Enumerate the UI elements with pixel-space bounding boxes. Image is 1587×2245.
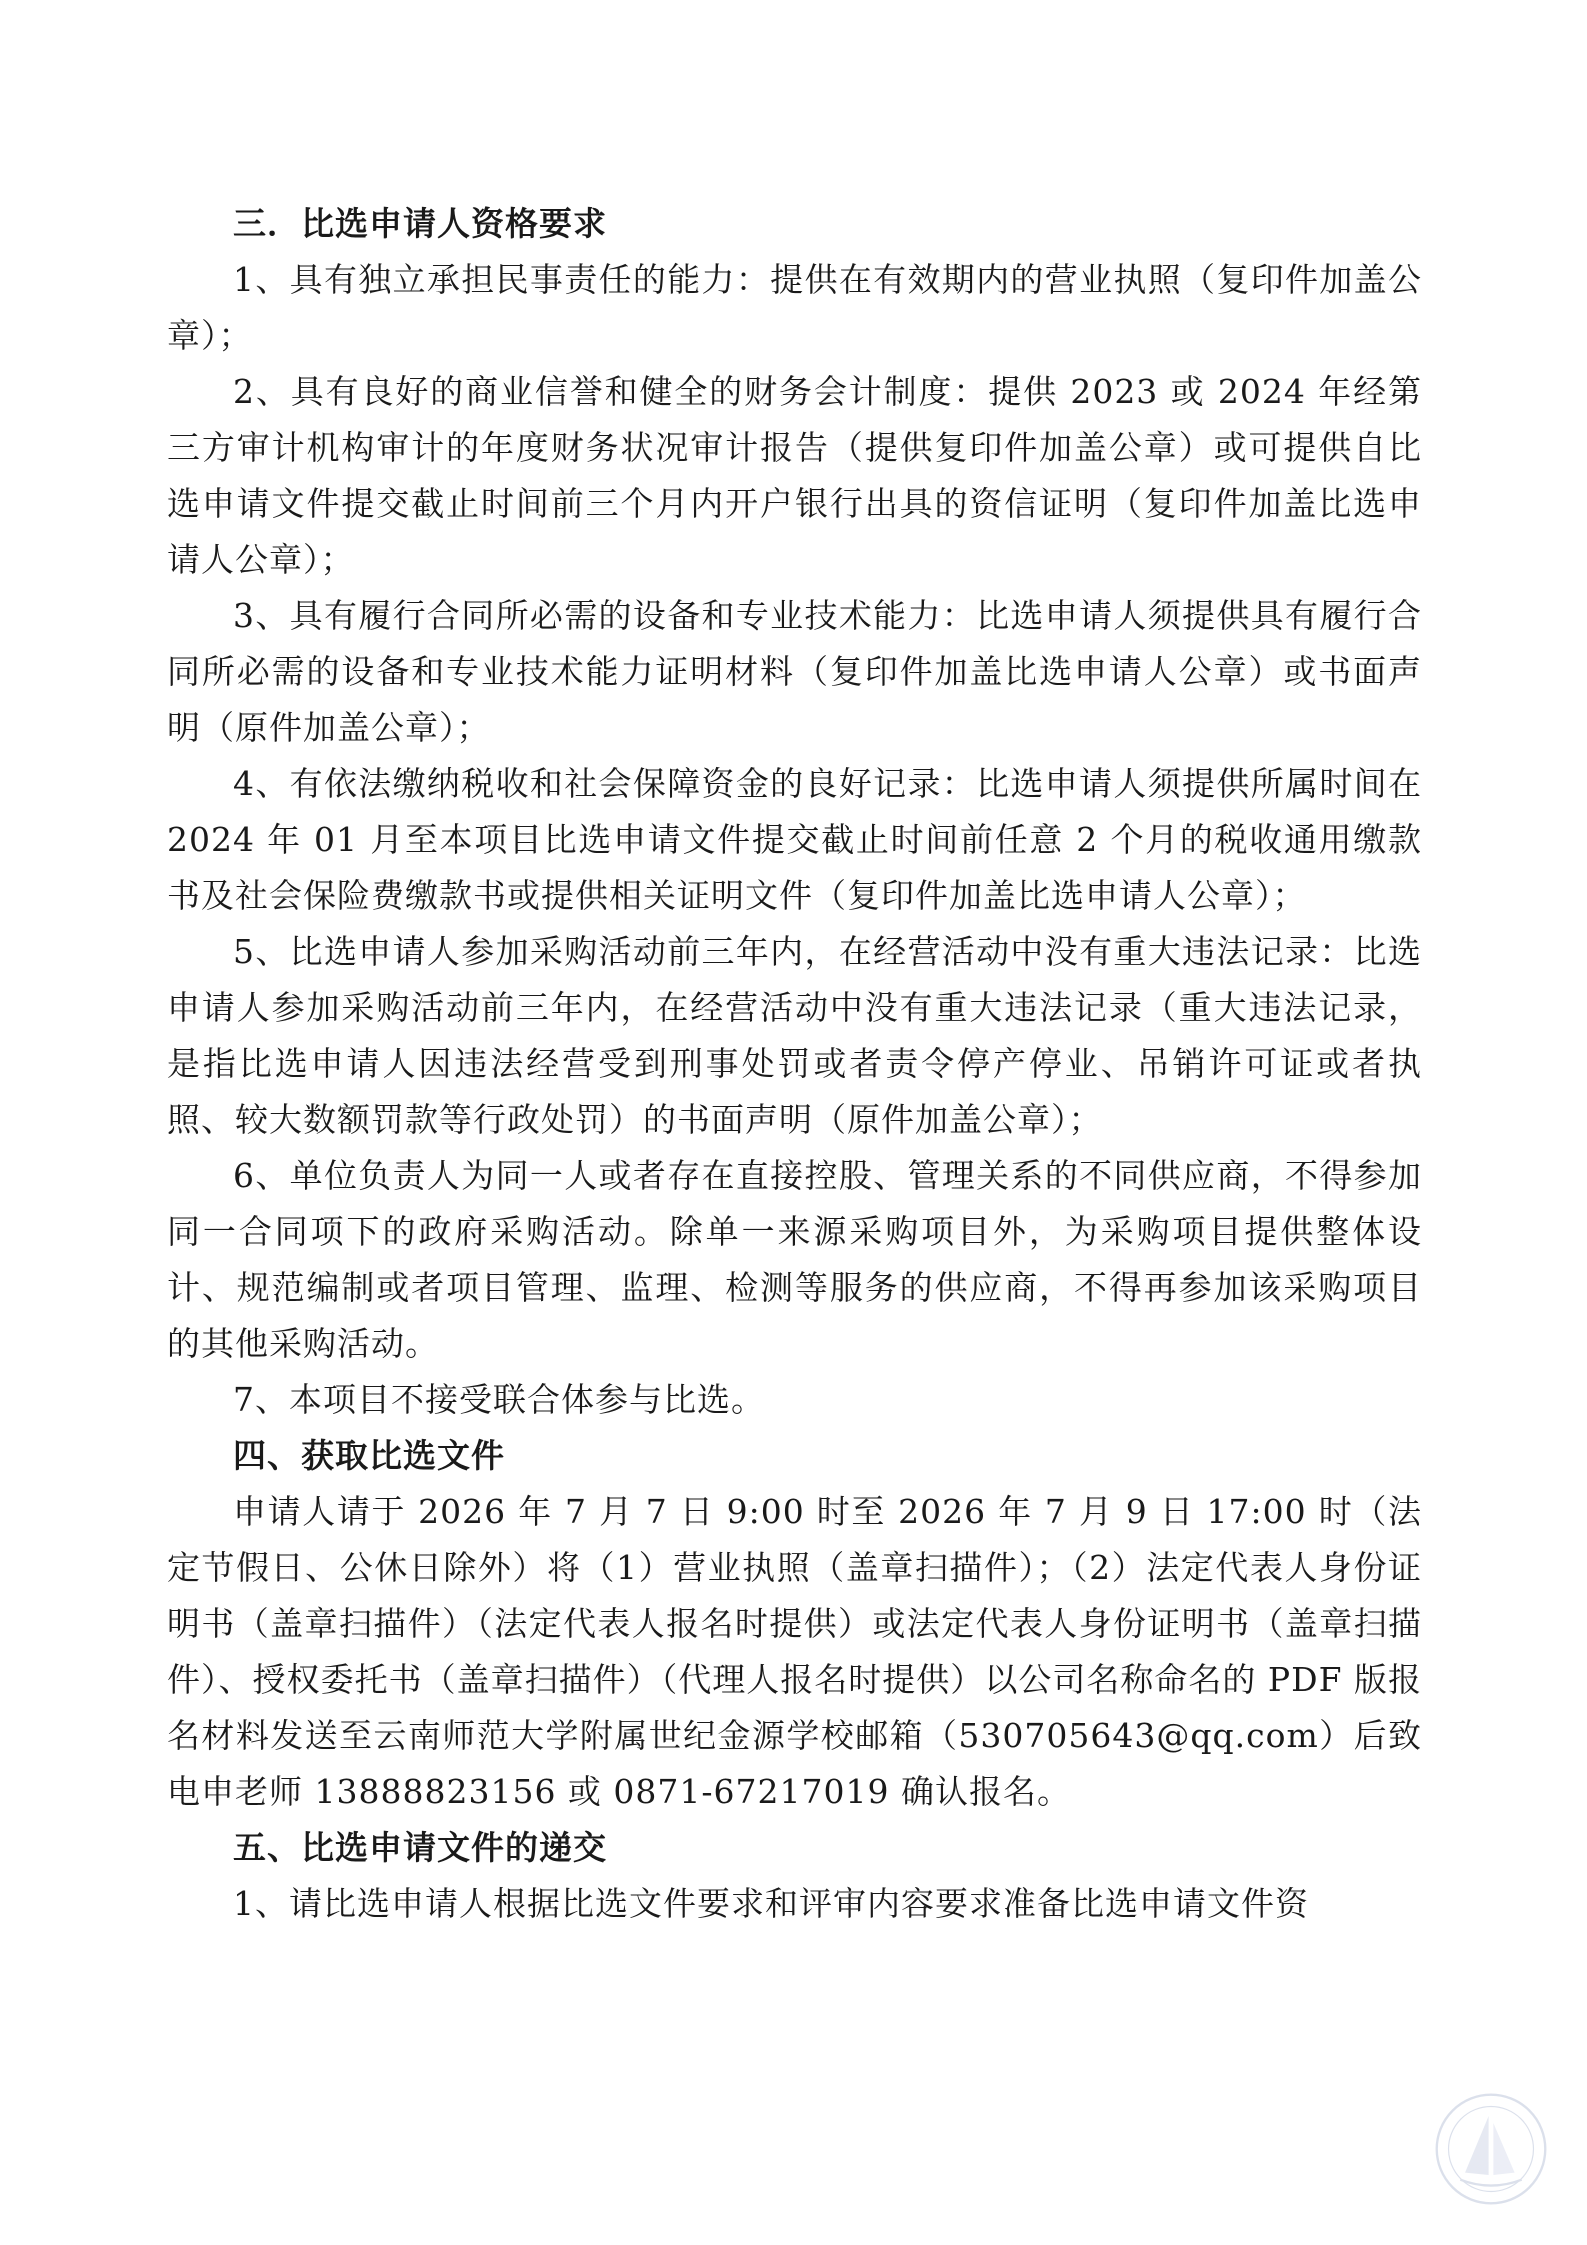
section-heading-obtain-documents: 四、获取比选文件 xyxy=(233,1436,505,1475)
submission-item-1: 1、请比选申请人根据比选文件要求和评审内容要求准备比选申请文件资 xyxy=(233,1884,1309,1923)
section-heading-qualifications: 三．比选申请人资格要求 xyxy=(233,204,607,243)
qualification-item-2: 2、具有良好的商业信誉和健全的财务会计制度：提供 2023 或 2024 年经第三方审计机构审计的年度财务状况审计报告（提供复印件加盖公章）或可提供自比选申请文件提交截止时间前三个月内开户银行出具的资信证明（复印件加盖比选申请人公章）； xyxy=(167,372,1422,579)
qualification-item-4: 4、有依法缴纳税收和社会保障资金的良好记录：比选申请人须提供所属时间在 2024 年 01 月至本项目比选申请文件提交截止时间前任意 2 个月的税收通用缴款书及社会保险费缴款书或提供相关证明文件（复印件加盖比选申请人公章）； xyxy=(167,764,1422,915)
qualification-item-6: 6、单位负责人为同一人或者存在直接控股、管理关系的不同供应商，不得参加同一合同项下的政府采购活动。除单一来源采购项目外，为采购项目提供整体设计、规范编制或者项目管理、监理、检测等服务的供应商，不得再参加该采购项目的其他采购活动。 xyxy=(167,1156,1422,1363)
qualification-item-3: 3、具有履行合同所必需的设备和专业技术能力：比选申请人须提供具有履行合同所必需的设备和专业技术能力证明材料（复印件加盖比选申请人公章）或书面声明（原件加盖公章）； xyxy=(167,596,1422,747)
document-body xyxy=(167,196,1422,1932)
obtain-documents-body: 申请人请于 2026 年 7 月 7 日 9:00 时至 2026 年 7 月 9 日 17:00 时（法定节假日、公休日除外）将（1）营业执照（盖章扫描件）；（2）法定代表人身份证明书（盖章扫描件）（法定代表人报名时提供）或法定代表人身份证明书（盖章扫描件）、授权委托书（盖章扫描件）（代理人报名时提供）以公司名称命名的 PDF 版报名材料发送至云南师范大学附属世纪金源学校邮箱（530705643@qq.com）后致电申老师 13888823156 或 0871-67217019 确认报名。 xyxy=(167,1492,1422,1811)
qualification-item-5: 5、比选申请人参加采购活动前三年内，在经营活动中没有重大违法记录：比选申请人参加采购活动前三年内，在经营活动中没有重大违法记录（重大违法记录，是指比选申请人因违法经营受到刑事处罚或者责令停产停业、吊销许可证或者执照、较大数额罚款等行政处罚）的书面声明（原件加盖公章）； xyxy=(167,932,1422,1139)
qualification-item-1: 1、具有独立承担民事责任的能力：提供在有效期内的营业执照（复印件加盖公章）； xyxy=(167,260,1422,355)
qualification-item-7: 7、本项目不接受联合体参与比选。 xyxy=(233,1380,765,1419)
section-heading-submission: 五、比选申请文件的递交 xyxy=(233,1828,607,1867)
school-seal-icon xyxy=(1432,2090,1550,2208)
